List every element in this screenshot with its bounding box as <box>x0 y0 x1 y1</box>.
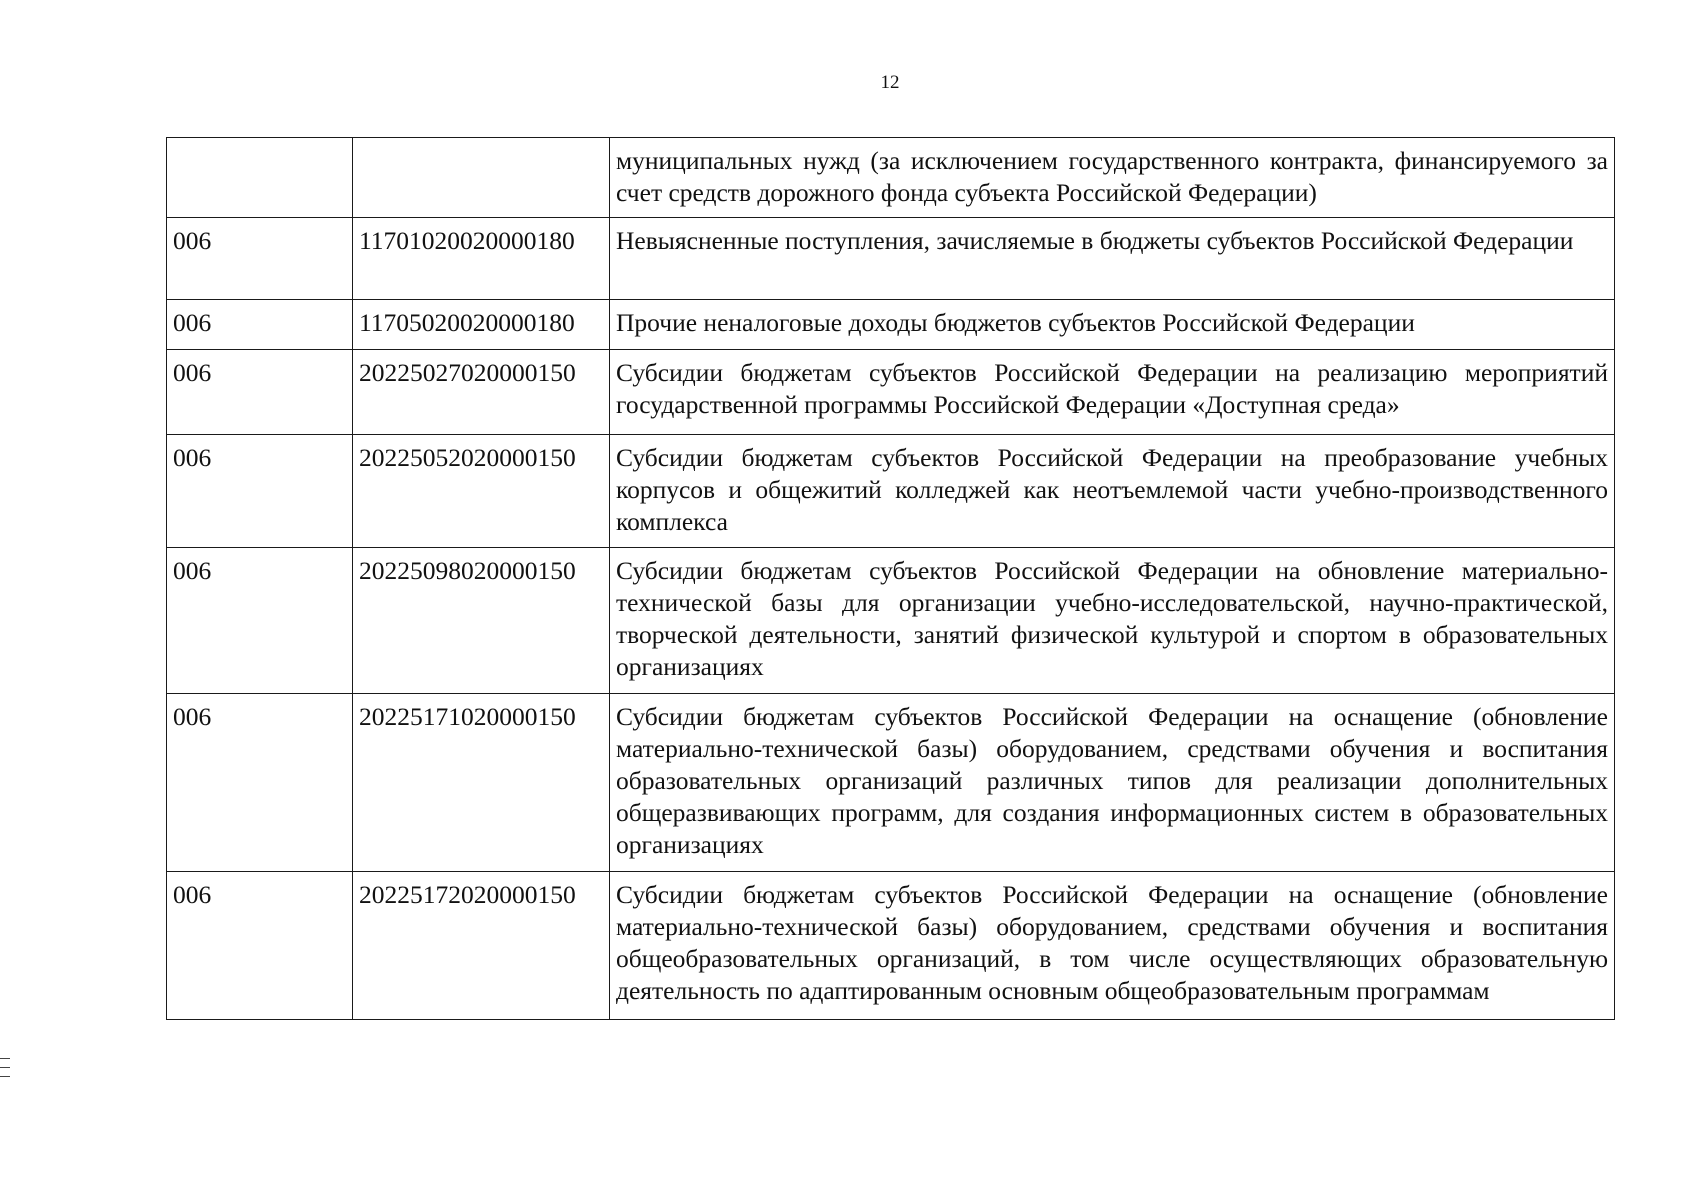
description-cell: Субсидии бюджетам субъектов Российской Федерации на реализацию мероприятий государственной программы Российской Федерации «Доступная среда» <box>610 350 1615 435</box>
admin-code-cell: 006 <box>167 694 353 872</box>
description-cell: муниципальных нужд (за исключением государственного контракта, финансируемого за счет средств дорожного фонда субъекта Российской Федерации) <box>610 138 1615 218</box>
description-cell: Невыясненные поступления, зачисляемые в бюджеты субъектов Российской Федерации <box>610 218 1615 300</box>
budget-code-cell <box>353 138 610 218</box>
description-cell: Субсидии бюджетам субъектов Российской Федерации на оснащение (обновление материально-технической базы) оборудованием, средствами обучения и воспитания общеобразовательных организаций, в том числе осуществляющих образовательную деятельность по адаптированным основным общеобразовательным программам <box>610 872 1615 1020</box>
budget-code-cell: 20225172020000150 <box>353 872 610 1020</box>
description-cell: Субсидии бюджетам субъектов Российской Федерации на оснащение (обновление материально-технической базы) оборудованием, средствами обучения и воспитания образовательных организаций различных типов для реализации дополнительных общеразвивающих программ, для создания информационных систем в образовательных организациях <box>610 694 1615 872</box>
table-row <box>167 872 1615 1020</box>
income-codes-table <box>166 137 1615 1020</box>
admin-code-cell: 006 <box>167 300 353 350</box>
table-row <box>167 350 1615 435</box>
table-row <box>167 138 1615 218</box>
description-cell: Субсидии бюджетам субъектов Российской Федерации на преобразование учебных корпусов и общежитий колледжей как неотъемлемой части учебно-производственного комплекса <box>610 435 1615 548</box>
description-cell: Прочие неналоговые доходы бюджетов субъектов Российской Федерации <box>610 300 1615 350</box>
budget-code-cell: 20225027020000150 <box>353 350 610 435</box>
budget-code-cell: 11701020020000180 <box>353 218 610 300</box>
admin-code-cell: 006 <box>167 872 353 1020</box>
admin-code-cell: 006 <box>167 548 353 694</box>
admin-code-cell: 006 <box>167 218 353 300</box>
admin-code-cell <box>167 138 353 218</box>
budget-code-cell: 20225171020000150 <box>353 694 610 872</box>
description-cell: Субсидии бюджетам субъектов Российской Федерации на обновление материально-технической базы для организации учебно-исследовательской, научно-практической, творческой деятельности, занятий физической культурой и спортом в образовательных организациях <box>610 548 1615 694</box>
table-row <box>167 435 1615 548</box>
budget-code-cell: 20225098020000150 <box>353 548 610 694</box>
page-number: 12 <box>880 72 900 93</box>
table-row <box>167 300 1615 350</box>
table-row <box>167 694 1615 872</box>
table-row <box>167 218 1615 300</box>
scan-margin-marks <box>0 1058 12 1085</box>
table-row <box>167 548 1615 694</box>
admin-code-cell: 006 <box>167 435 353 548</box>
budget-code-cell: 20225052020000150 <box>353 435 610 548</box>
budget-code-cell: 11705020020000180 <box>353 300 610 350</box>
admin-code-cell: 006 <box>167 350 353 435</box>
